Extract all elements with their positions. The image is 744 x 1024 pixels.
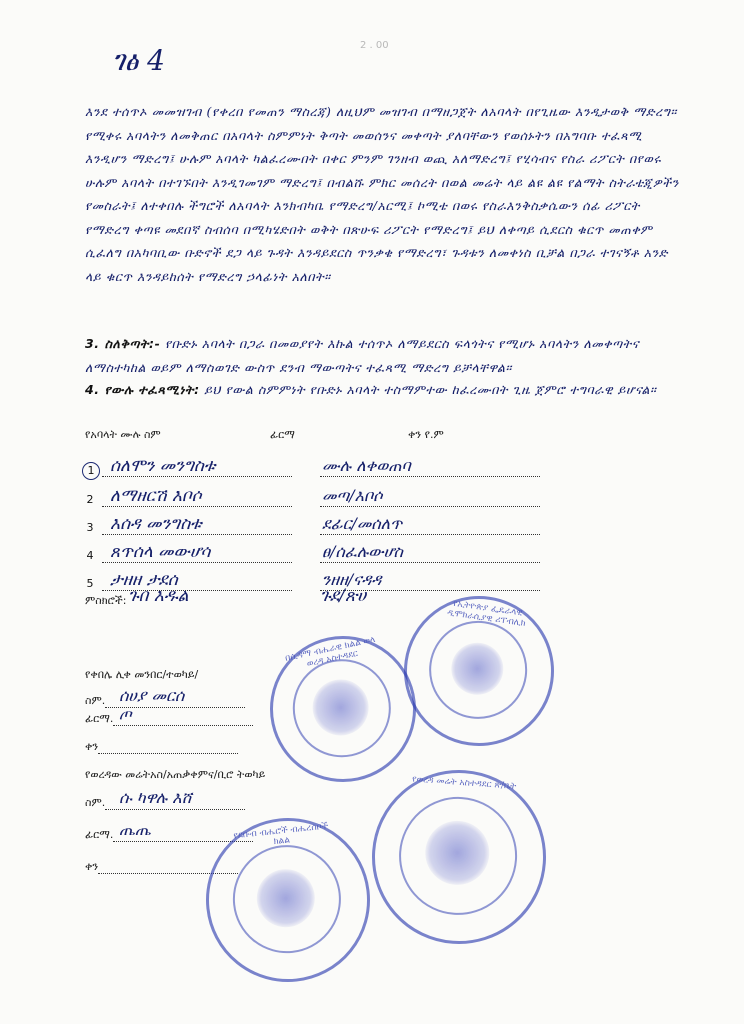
row-number: 1 (82, 462, 100, 480)
member-signature: ፀ/ሰፈሉውሆስ (322, 542, 403, 561)
paragraph-effectiveness (85, 378, 685, 402)
row-number: 3 (86, 521, 94, 534)
member-signature: ሙሉ ለቀወጠባ (322, 456, 411, 475)
name-line (102, 506, 292, 507)
signature-line (320, 534, 540, 535)
official-stamp (394, 586, 563, 755)
office-sign-label: ፊርማ. (85, 828, 114, 841)
official-stamp (366, 764, 552, 950)
member-name: ለማዘርሽ እቦሶ (110, 486, 202, 506)
kebele-name-field (85, 686, 245, 708)
office-label: የወረዳው መሬትአስ/አጠቃቀምና/ቢሮ ትወካይ (85, 768, 266, 781)
signature-row (82, 542, 552, 568)
member-signature: መጣ/እቦሶ (322, 486, 383, 505)
office-date-label: ቀን (85, 860, 99, 873)
kebele-sign-field (85, 704, 253, 726)
signature-row (82, 514, 552, 540)
stamp-text: የደቡብ ብሔሮች ብሔረሰቦች ክልል (232, 821, 329, 848)
stamp-text: የወረዳ መሬት አስተዳደር ጽ/ቤት (411, 774, 517, 792)
kebele-label: የቀበሌ ሊቀ መንበር/ተወካይ/ (85, 668, 199, 681)
member-signature: ንዘዘ/ናዳዳ (322, 570, 382, 589)
kebele-date-field (85, 740, 238, 754)
office-name-field (85, 788, 245, 810)
paragraph-penalty-lead: 3. ስለቅጣት:- (85, 336, 161, 351)
kebele-name-value: ሰሀያ መርሰ (119, 686, 185, 705)
faint-mark: 2 . 00 (360, 40, 389, 51)
header-member-name: የአባላት ሙሉ ስም (85, 428, 161, 441)
signature-row (82, 486, 552, 512)
paragraph-effectiveness-body: ይህ የውል ስምምነት የቡድኑ አባላት ተስማምተው ከፈረሙበት ጊዜ ጀምሮ ተግባራዊ ይሆናል። (204, 382, 657, 397)
member-name: ታዘዘ ታደሰ (110, 570, 178, 590)
paragraph-penalty-body: የቡድኑ አባላት በጋራ በመወያየት እኩል ተሰጥኦ ለማይደርስ ፍላጎትና የሚሆኑ አባላትን ለመቀጣትና ለማስተካከል ወይም ለማስወገድ ውስጥ ደንብ ማውጣትና ተፈጻሚ ማድረግ ይቻላቸዋል። (85, 336, 640, 375)
office-sign-value: ጤጤ (119, 820, 151, 839)
paragraph-effectiveness-lead: 4. የውሉ ተፈጻሚነት: (85, 382, 200, 397)
page-number: ገፅ 4 (112, 44, 165, 77)
office-name-label: ስም. (85, 796, 106, 809)
witness-label: ምስክሮች: (85, 594, 127, 607)
member-name: ጸጥሰላ መውሆሳ (110, 542, 211, 562)
row-number: 4 (86, 549, 94, 562)
name-line (102, 534, 292, 535)
member-name: ሰለሞን መንግስቱ (110, 456, 216, 476)
kebele-date-label: ቀን (85, 740, 99, 753)
member-name: እሰዳ መንግስቱ (110, 514, 202, 534)
witness-signature: ጉደ/ጽሀ (320, 586, 367, 606)
kebele-date-line (98, 741, 238, 754)
kebele-sign-value: ጦ (119, 704, 132, 723)
paragraph-penalty (85, 332, 685, 379)
name-line (102, 562, 292, 563)
signature-line (320, 476, 540, 477)
office-name-value: ሱ ካዋሉ እሸ (119, 788, 192, 807)
stamp-text: የኢትዮጵያ ፌዴራላዊ ዲሞክራሲያዊ ሪፐብሊክ (446, 598, 527, 629)
header-date: ቀን የ.ም (408, 428, 444, 441)
signature-line (320, 506, 540, 507)
paragraph-responsibilities: እንደ ተሰጥኦ መመዝገብ (የቀረበ የመጠን ማስረጃ) ለዚህም መዝገብ በማዘጋጀት ለአባላት በየጊዜው እንዲታወቅ ማድረግ። የሚቀሩ አባላትን ለመቅጠር በአባላት ስምምነት ቅጣት መወሰንና መቀጣት ያለባቸውን የወሰኑትን በአግባቡ ተፈጻሚ እንዲሆን ማድረግ፤ ሁሉም አባላት ካልፈረሙበት በቀር ምንም ገንዘብ ወጪ አለማድረግ፤ የሂሳብና የስራ ሪፖርት በየወሩ ሁሉም አባላት በተገኙበት እንዲገመገም ማድረግ፤ በብልሹ ምክር መሰረት በወል መሬት ላይ ልዩ ልዩ የልማት ስትራቴጂዎችን የመስራት፤ ለተቀበሉ ችግሮች ለአባላት እንክብካቤ የማድረግ/አርሚ፤ ኮሚቴ በወሩ የስራእንቅስቃሴውን ሰፊ ሪፖርት የማድረግ ቀጣዩ መደበኛ ስብሰባ በሚካሄድበት ወቅት በጽሁፍ ሪፖርት የማድረግ፤ ይህ ለቀጣይ ሲደርስ ቁርጥ መጠቀም ሲፈለግ በአካባቢው ቡድኖች ደጋ ላይ ጉዳት እንዳይደርስ ጥንቃቄ የማድረግ፣ ጉዳቱን ለመቀነስ ቢቻል በጋራ ተገናኝቶ አንድ ላይ ቁርጥ እንዳይከሰት የማድረግ ኃላፊነት አለበት። (85, 104, 679, 284)
kebele-name-label: ስም. (85, 694, 106, 707)
signature-line (320, 562, 540, 563)
header-signature: ፊርማ (270, 428, 295, 441)
kebele-sign-label: ፊርማ. (85, 712, 114, 725)
row-number: 5 (86, 577, 94, 590)
signature-row (82, 456, 552, 482)
row-number: 2 (86, 493, 94, 506)
witness-name: ጉበ እዱል (128, 586, 189, 606)
member-signature: ደፊር/መሰለጥ (322, 514, 403, 533)
name-line (102, 476, 292, 477)
kebele-sign-line (113, 713, 253, 726)
official-stamp (198, 810, 378, 990)
stamp-text: በሲዳማ ብሔራዊ ክልል ወላ ወረዳ አስተዳደር (284, 634, 377, 670)
